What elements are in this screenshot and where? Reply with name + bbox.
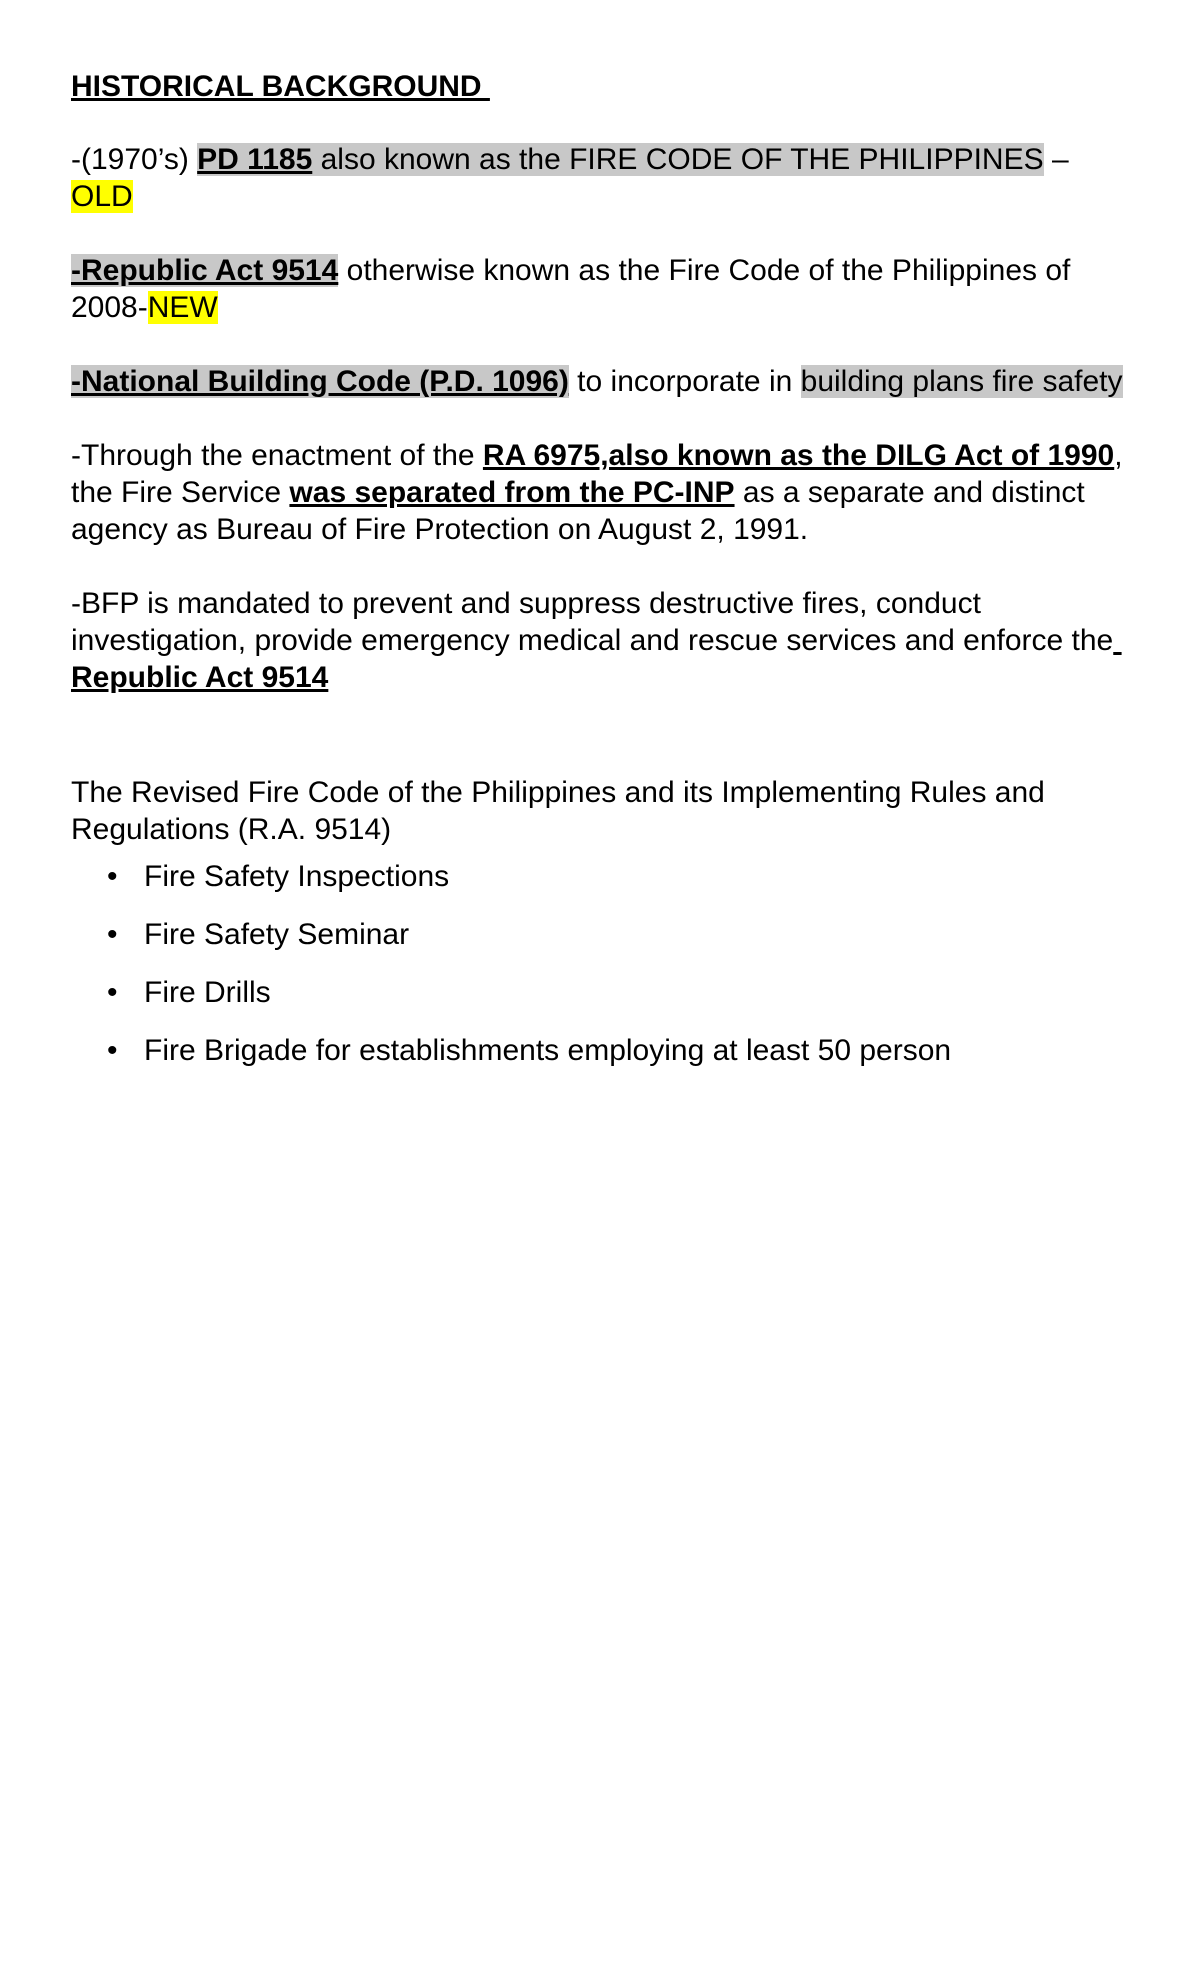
text-segment: – <box>1043 143 1069 176</box>
bullet-icon: • <box>107 976 118 1009</box>
highlight-yellow: OLD <box>71 180 133 213</box>
bold-underline-text: Republic Act 9514 <box>71 624 1122 694</box>
list-item <box>71 974 1131 1011</box>
highlight-grey <box>197 143 1043 176</box>
list-item-text: Fire Safety Seminar <box>144 918 410 951</box>
bullet-icon: • <box>107 918 118 951</box>
document-page <box>71 68 1131 1090</box>
text-segment: -Through the enactment of the <box>71 439 483 472</box>
paragraph-bfp-mandate <box>71 585 1131 696</box>
list-item <box>71 1032 1131 1069</box>
list-item <box>71 916 1131 953</box>
paragraph-revised-fire-code: The Revised Fire Code of the Philippines and its Implementing Rules and Regulations (R.A. 9514) <box>71 776 1045 846</box>
list-item-text: Fire Safety Inspections <box>144 860 450 893</box>
bold-underline-text: PD 1185 <box>197 143 313 176</box>
text-segment: to incorporate in <box>568 365 801 398</box>
paragraph-ra6975 <box>71 437 1131 548</box>
paragraph-building-code <box>71 363 1131 400</box>
text-segment: otherwise known as the Fire Code of the Philippines of 2008- <box>71 254 1071 324</box>
bold-underline-text: -National Building Code (P.D. 1096) <box>71 365 569 398</box>
bullet-icon: • <box>107 1034 118 1067</box>
bullet-list <box>71 858 1131 1069</box>
highlight-yellow: NEW <box>147 291 218 324</box>
highlight-grey: building plans fire safety <box>800 365 1123 398</box>
list-item-text: Fire Drills <box>144 976 271 1009</box>
bold-underline-text: RA 6975,also known as the DILG Act of 1990 <box>482 439 1115 472</box>
bullet-icon: • <box>107 860 118 893</box>
text-segment: -BFP is mandated to prevent and suppress destructive fires, conduct investigation, provide emergency medical and rescue services and enforce the <box>71 587 1114 657</box>
bold-underline-text: was separated from the PC-INP <box>289 476 735 509</box>
list-item-text: Fire Brigade for establishments employing at least 50 person <box>144 1034 952 1067</box>
list-item <box>71 858 1131 895</box>
text-segment: as a separate and distinct agency as Bureau of Fire Protection on August 2, 1991. <box>71 476 1085 546</box>
paragraph-pd1185 <box>71 141 1131 215</box>
text-segment: -(1970’s) <box>71 143 198 176</box>
text-segment: , the Fire Service <box>71 439 1123 509</box>
bold-underline-text: -Republic Act 9514 <box>71 254 339 287</box>
section-heading: HISTORICAL BACKGROUND <box>71 70 490 103</box>
text-segment: also known as the FIRE CODE OF THE PHILIPPINES <box>312 143 1044 176</box>
paragraph-ra9514 <box>71 252 1131 326</box>
